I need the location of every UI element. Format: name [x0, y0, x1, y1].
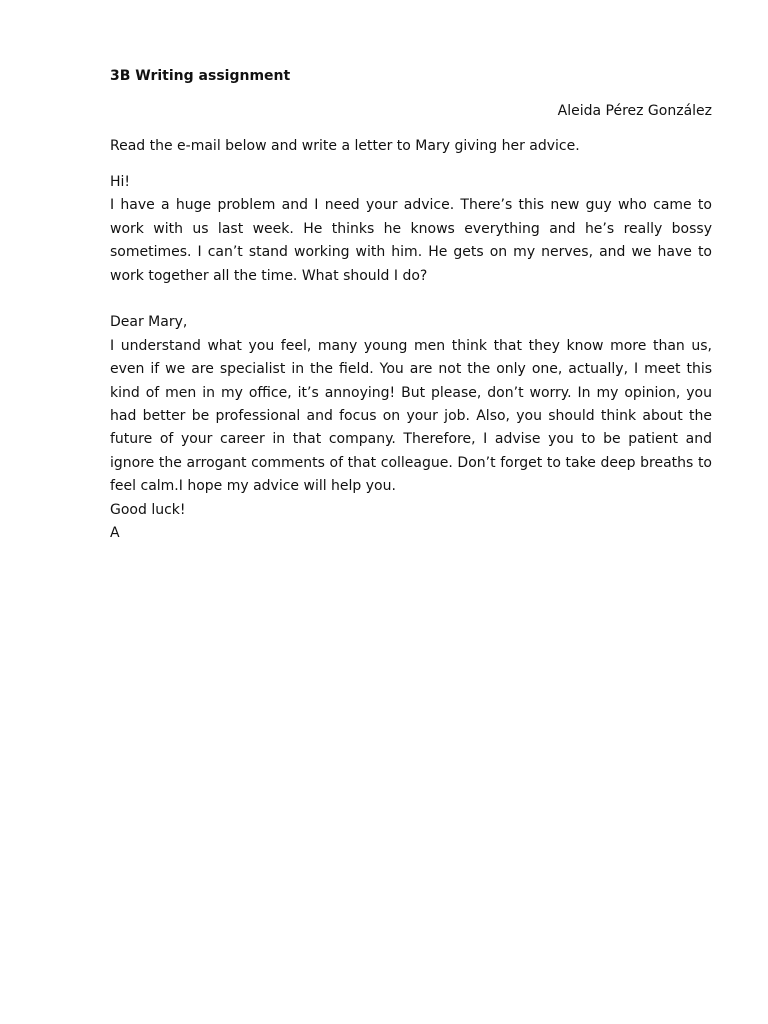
letter-salutation: Dear Mary, — [110, 314, 188, 331]
document-page — [110, 66, 712, 545]
email-greeting: Hi! — [110, 174, 131, 190]
email-block — [110, 171, 712, 288]
document-title: 3B Writing assignment — [110, 68, 291, 84]
author-name: Aleida Pérez González — [557, 103, 712, 119]
letter-body: I understand what you feel, many young men think that they know more than us, even if we are specialist in the field. You are not the only one, actually, I meet this kind of men in my office, it’s annoying! But please, don’t worry. In my opinion, you had better be professional and focus on your job. Also, you should think about the future of your career in that company. Therefore, I advise you to be patient and ignore the arrogant comments of that colleague. Don’t forget to take deep breaths to feel calm.I hope my advice will help you. — [110, 337, 712, 495]
letter-closing: Good luck! — [110, 501, 186, 518]
email-body: I have a huge problem and I need your advice. There’s this new guy who came to work with us last week. He thinks he knows everything and he’s really bossy sometimes. I can’t stand working with him. He gets on my nerves, and we have to work together all the time. What should I do? — [110, 197, 712, 284]
letter-block — [110, 311, 712, 545]
assignment-instruction: Read the e-mail below and write a letter to Mary giving her advice. — [110, 138, 580, 154]
letter-signature: A — [110, 525, 120, 542]
